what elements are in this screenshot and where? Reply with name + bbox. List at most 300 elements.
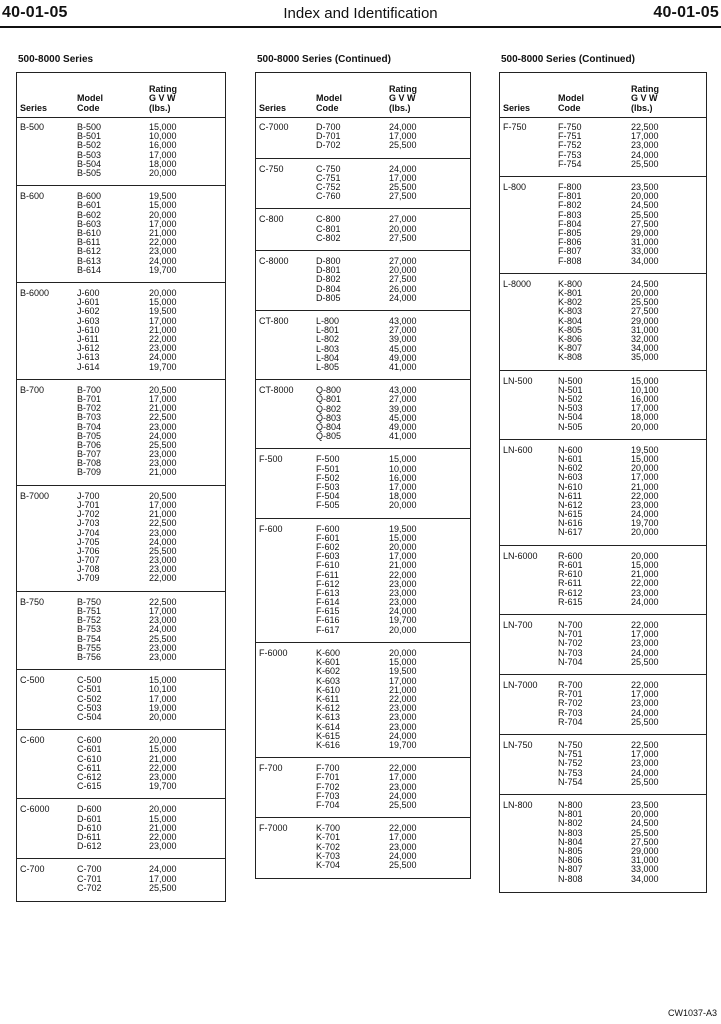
gvw-rating: 15,000 bbox=[149, 813, 177, 824]
gvw-rating: 20,000 bbox=[389, 223, 417, 234]
model-code: J-705 bbox=[77, 536, 100, 547]
model-code: F-603 bbox=[316, 551, 340, 562]
gvw-rating: 15,000 bbox=[631, 453, 659, 464]
rating-list bbox=[149, 123, 177, 178]
gvw-rating: 25,500 bbox=[631, 209, 659, 220]
model-code: B-701 bbox=[77, 393, 102, 404]
rating-list bbox=[149, 192, 177, 275]
gvw-rating: 24,000 bbox=[389, 163, 417, 174]
series-label: C-700 bbox=[20, 864, 45, 875]
model-code: J-612 bbox=[77, 343, 100, 354]
gvw-rating: 22,000 bbox=[389, 823, 417, 834]
model-code: F-702 bbox=[316, 781, 340, 792]
model-code: C-612 bbox=[77, 771, 102, 782]
model-code: L-802 bbox=[316, 334, 340, 345]
model-code: F-703 bbox=[316, 790, 340, 801]
model-code-list bbox=[316, 123, 341, 151]
model-code: F-704 bbox=[316, 799, 340, 810]
series-group bbox=[256, 643, 470, 758]
gvw-rating: 27,000 bbox=[389, 214, 417, 225]
model-code: C-601 bbox=[77, 744, 102, 755]
gvw-rating: 23,000 bbox=[389, 781, 417, 792]
model-code: B-755 bbox=[77, 642, 102, 653]
gvw-rating: 20,000 bbox=[389, 265, 417, 276]
gvw-rating: 24,000 bbox=[389, 730, 417, 741]
model-code: C-800 bbox=[316, 214, 341, 225]
gvw-rating: 17,000 bbox=[149, 693, 177, 704]
model-code: N-701 bbox=[558, 629, 583, 640]
model-code: J-610 bbox=[77, 324, 100, 335]
gvw-rating: 49,000 bbox=[389, 421, 417, 432]
header-gvw-line: G V W bbox=[389, 93, 416, 103]
model-code: C-802 bbox=[316, 232, 341, 243]
gvw-rating: 10,000 bbox=[149, 131, 177, 142]
gvw-rating: 20,000 bbox=[631, 463, 659, 474]
model-code: K-613 bbox=[316, 712, 341, 723]
gvw-rating: 18,000 bbox=[149, 158, 177, 169]
gvw-rating: 22,000 bbox=[149, 237, 177, 248]
gvw-rating: 20,000 bbox=[149, 288, 177, 298]
gvw-rating: 24,500 bbox=[631, 818, 659, 829]
model-code: B-610 bbox=[77, 227, 102, 238]
gvw-rating: 18,000 bbox=[631, 412, 659, 423]
gvw-rating: 22,500 bbox=[631, 740, 659, 750]
table-header bbox=[17, 73, 225, 118]
gvw-rating: 23,000 bbox=[631, 587, 659, 598]
gvw-rating: 20,000 bbox=[149, 209, 177, 220]
gvw-rating: 27,500 bbox=[389, 191, 417, 202]
series-group bbox=[500, 675, 706, 735]
gvw-rating: 27,500 bbox=[631, 836, 659, 847]
gvw-rating: 20,000 bbox=[389, 624, 417, 635]
model-code: J-602 bbox=[77, 306, 100, 317]
model-code: D-600 bbox=[77, 804, 102, 815]
model-code-list bbox=[77, 598, 101, 662]
gvw-rating: 23,000 bbox=[631, 499, 659, 510]
gvw-rating: 20,000 bbox=[631, 191, 659, 202]
gvw-rating: 31,000 bbox=[631, 237, 659, 248]
index-table bbox=[499, 72, 707, 893]
model-code: K-803 bbox=[558, 306, 583, 317]
model-code-list bbox=[558, 183, 582, 266]
model-code: B-705 bbox=[77, 430, 102, 441]
model-code: B-702 bbox=[77, 403, 102, 414]
gvw-rating: 17,000 bbox=[631, 689, 659, 700]
model-code: B-601 bbox=[77, 200, 102, 211]
gvw-rating: 19,700 bbox=[149, 781, 177, 792]
gvw-rating: 22,000 bbox=[149, 333, 177, 344]
model-code-list bbox=[316, 257, 341, 303]
model-code: N-502 bbox=[558, 393, 583, 404]
model-code: K-615 bbox=[316, 730, 341, 741]
model-code: B-752 bbox=[77, 615, 102, 626]
model-code: B-603 bbox=[77, 218, 102, 229]
model-code: J-603 bbox=[77, 315, 100, 326]
gvw-rating: 24,000 bbox=[631, 647, 659, 658]
series-group bbox=[500, 274, 706, 371]
model-code: C-503 bbox=[77, 702, 102, 713]
rating-list bbox=[389, 165, 417, 202]
model-code: F-614 bbox=[316, 597, 340, 608]
model-code: K-704 bbox=[316, 859, 341, 870]
model-code-list bbox=[77, 805, 102, 851]
series-label: L-8000 bbox=[503, 278, 532, 289]
page-number-right: 40-01-05 bbox=[653, 4, 719, 21]
model-code: F-601 bbox=[316, 532, 340, 543]
series-group bbox=[256, 519, 470, 643]
gvw-rating: 21,000 bbox=[631, 481, 659, 492]
header-series: Series bbox=[503, 103, 531, 113]
model-code: B-756 bbox=[77, 651, 102, 662]
rating-list bbox=[389, 525, 417, 635]
model-code: B-708 bbox=[77, 458, 102, 469]
gvw-rating: 15,000 bbox=[149, 675, 177, 686]
series-group bbox=[17, 117, 225, 186]
gvw-rating: 17,000 bbox=[389, 772, 417, 783]
model-code: Q-800 bbox=[316, 385, 342, 396]
model-code: F-602 bbox=[316, 541, 340, 552]
model-code: N-501 bbox=[558, 384, 583, 395]
gvw-rating: 34,000 bbox=[631, 873, 659, 884]
series-label: B-600 bbox=[20, 191, 45, 202]
index-table bbox=[16, 72, 226, 902]
gvw-rating: 25,500 bbox=[149, 633, 177, 644]
gvw-rating: 21,000 bbox=[149, 324, 177, 335]
model-code: B-613 bbox=[77, 255, 102, 266]
gvw-rating: 24,000 bbox=[631, 596, 659, 607]
model-code: N-616 bbox=[558, 518, 583, 529]
model-code: F-701 bbox=[316, 772, 340, 783]
figure-id: CW1037-A3 bbox=[667, 1008, 717, 1018]
gvw-rating: 19,500 bbox=[149, 191, 177, 202]
gvw-rating: 16,000 bbox=[149, 140, 177, 151]
model-code: J-611 bbox=[77, 333, 99, 344]
model-code: N-804 bbox=[558, 836, 583, 847]
gvw-rating: 20,000 bbox=[631, 421, 659, 432]
model-code-list bbox=[77, 736, 102, 791]
model-code: F-752 bbox=[558, 140, 582, 151]
rating-list bbox=[631, 446, 659, 538]
header-rating-line: Rating bbox=[389, 83, 417, 94]
model-code-list bbox=[558, 280, 582, 363]
rating-list bbox=[389, 215, 417, 243]
gvw-rating: 20,000 bbox=[631, 809, 659, 820]
model-code: N-753 bbox=[558, 767, 583, 778]
model-code: N-702 bbox=[558, 638, 583, 649]
gvw-rating: 25,500 bbox=[149, 545, 177, 556]
page-title: Index and Identification bbox=[283, 5, 438, 22]
model-code: F-751 bbox=[558, 131, 582, 142]
model-code: N-700 bbox=[558, 620, 583, 630]
model-code: F-613 bbox=[316, 587, 340, 598]
model-code: Q-802 bbox=[316, 403, 342, 414]
model-code: F-754 bbox=[558, 158, 582, 169]
series-group bbox=[17, 799, 225, 859]
series-group bbox=[500, 117, 706, 177]
gvw-rating: 24,000 bbox=[149, 430, 177, 441]
model-code: F-500 bbox=[316, 454, 340, 465]
model-code: N-602 bbox=[558, 463, 583, 474]
gvw-rating: 20,000 bbox=[631, 527, 659, 538]
series-label: F-6000 bbox=[259, 648, 288, 658]
gvw-rating: 21,000 bbox=[149, 753, 177, 764]
model-code: B-754 bbox=[77, 633, 102, 644]
header-rule bbox=[0, 26, 721, 28]
gvw-rating: 10,000 bbox=[389, 463, 417, 474]
gvw-rating: 31,000 bbox=[631, 855, 659, 866]
gvw-rating: 23,000 bbox=[389, 703, 417, 714]
gvw-rating: 25,500 bbox=[631, 776, 659, 787]
series-label: B-7000 bbox=[20, 490, 50, 501]
model-code: F-750 bbox=[558, 122, 582, 132]
series-group bbox=[17, 380, 225, 486]
model-code: R-601 bbox=[558, 559, 583, 570]
model-code: B-504 bbox=[77, 158, 102, 169]
gvw-rating: 29,000 bbox=[631, 845, 659, 856]
gvw-rating: 23,000 bbox=[149, 458, 177, 469]
table-header bbox=[500, 73, 706, 118]
header-code-line: Code bbox=[316, 103, 339, 113]
header-gvw-line: G V W bbox=[149, 93, 176, 103]
header-lbs-line: (lbs.) bbox=[149, 102, 171, 113]
gvw-rating: 23,000 bbox=[389, 712, 417, 723]
gvw-rating: 23,000 bbox=[149, 841, 177, 852]
gvw-rating: 27,000 bbox=[389, 256, 417, 266]
model-code: F-753 bbox=[558, 149, 582, 160]
gvw-rating: 25,500 bbox=[631, 656, 659, 667]
model-code-list bbox=[316, 525, 340, 635]
model-code: F-503 bbox=[316, 481, 340, 492]
series-group bbox=[256, 209, 470, 251]
model-code: C-751 bbox=[316, 172, 341, 183]
gvw-rating: 24,000 bbox=[631, 509, 659, 520]
model-code-list bbox=[77, 492, 100, 584]
gvw-rating: 27,500 bbox=[389, 274, 417, 285]
series-group bbox=[17, 592, 225, 670]
model-code-list bbox=[558, 552, 583, 607]
rating-list bbox=[631, 621, 659, 667]
model-code-list bbox=[77, 676, 102, 722]
gvw-rating: 15,000 bbox=[389, 454, 417, 465]
model-code-list bbox=[77, 192, 101, 275]
gvw-rating: 15,000 bbox=[149, 744, 177, 755]
gvw-rating: 20,500 bbox=[149, 490, 177, 501]
model-code: D-801 bbox=[316, 265, 341, 276]
gvw-rating: 25,500 bbox=[389, 140, 417, 151]
model-code: R-612 bbox=[558, 587, 583, 598]
gvw-rating: 25,500 bbox=[631, 827, 659, 838]
model-code: B-505 bbox=[77, 167, 102, 178]
model-code: J-706 bbox=[77, 545, 100, 556]
gvw-rating: 24,000 bbox=[631, 707, 659, 718]
gvw-rating: 20,000 bbox=[149, 167, 177, 178]
model-code: B-707 bbox=[77, 449, 102, 460]
gvw-rating: 27,000 bbox=[389, 394, 417, 405]
rating-list bbox=[631, 377, 659, 432]
series-label: C-6000 bbox=[20, 804, 50, 815]
model-code: D-805 bbox=[316, 292, 341, 303]
model-code: R-702 bbox=[558, 698, 583, 709]
model-code: B-611 bbox=[77, 237, 101, 248]
gvw-rating: 20,000 bbox=[631, 550, 659, 561]
gvw-rating: 25,500 bbox=[389, 799, 417, 810]
gvw-rating: 23,000 bbox=[149, 421, 177, 432]
gvw-rating: 26,000 bbox=[389, 283, 417, 294]
gvw-rating: 23,000 bbox=[149, 246, 177, 257]
model-code: N-600 bbox=[558, 444, 583, 455]
index-table bbox=[255, 72, 471, 879]
series-group bbox=[17, 859, 225, 901]
series-label: LN-800 bbox=[503, 800, 533, 810]
rating-list bbox=[389, 649, 417, 750]
gvw-rating: 19,500 bbox=[389, 666, 417, 677]
gvw-rating: 23,000 bbox=[149, 615, 177, 626]
gvw-rating: 25,500 bbox=[631, 297, 659, 308]
model-code-list bbox=[316, 649, 340, 750]
model-code: N-802 bbox=[558, 818, 583, 829]
model-code-list bbox=[316, 824, 340, 870]
model-code: F-615 bbox=[316, 606, 340, 617]
gvw-rating: 21,000 bbox=[389, 684, 417, 695]
gvw-rating: 16,000 bbox=[631, 393, 659, 404]
gvw-rating: 22,500 bbox=[631, 122, 659, 132]
gvw-rating: 22,000 bbox=[149, 573, 177, 584]
gvw-rating: 19,500 bbox=[149, 306, 177, 317]
gvw-rating: 23,000 bbox=[149, 771, 177, 782]
model-code: J-702 bbox=[77, 509, 100, 520]
model-code: B-706 bbox=[77, 439, 102, 450]
rating-list bbox=[631, 280, 659, 363]
model-code: B-709 bbox=[77, 467, 102, 478]
gvw-rating: 17,000 bbox=[389, 481, 417, 492]
model-code: C-700 bbox=[77, 864, 102, 875]
gvw-rating: 21,000 bbox=[149, 227, 177, 238]
gvw-rating: 35,000 bbox=[631, 352, 659, 363]
series-label: C-7000 bbox=[259, 122, 289, 132]
model-code: D-702 bbox=[316, 140, 341, 151]
model-code: F-802 bbox=[558, 200, 582, 211]
header-lbs-line: (lbs.) bbox=[631, 102, 653, 113]
model-code: F-610 bbox=[316, 560, 340, 571]
series-group bbox=[500, 615, 706, 675]
model-code: B-503 bbox=[77, 149, 102, 160]
gvw-rating: 17,000 bbox=[631, 749, 659, 760]
gvw-rating: 27,000 bbox=[389, 325, 417, 336]
series-label: LN-600 bbox=[503, 444, 533, 455]
gvw-rating: 19,700 bbox=[149, 264, 177, 275]
series-group bbox=[256, 380, 470, 449]
model-code: K-700 bbox=[316, 823, 341, 834]
gvw-rating: 24,000 bbox=[389, 292, 417, 303]
gvw-rating: 23,000 bbox=[631, 638, 659, 649]
rating-list bbox=[149, 289, 177, 372]
rating-list bbox=[149, 865, 177, 893]
gvw-rating: 23,000 bbox=[389, 721, 417, 732]
model-code: F-505 bbox=[316, 500, 340, 511]
gvw-rating: 24,000 bbox=[631, 767, 659, 778]
model-code: F-502 bbox=[316, 472, 340, 483]
gvw-rating: 20,000 bbox=[389, 648, 417, 658]
gvw-rating: 43,000 bbox=[389, 316, 417, 326]
model-code: C-501 bbox=[77, 684, 102, 695]
model-code-list bbox=[316, 317, 339, 372]
gvw-rating: 23,000 bbox=[149, 564, 177, 575]
header-rating-line: Rating bbox=[149, 83, 177, 94]
header-model-line: Model bbox=[316, 93, 342, 103]
rating-list bbox=[389, 386, 417, 441]
gvw-rating: 17,000 bbox=[389, 675, 417, 686]
series-label: LN-700 bbox=[503, 620, 533, 630]
gvw-rating: 17,000 bbox=[631, 131, 659, 142]
series-label: LN-7000 bbox=[503, 680, 538, 690]
model-code: F-805 bbox=[558, 227, 582, 238]
model-code: F-804 bbox=[558, 218, 582, 229]
model-code: K-611 bbox=[316, 693, 340, 704]
model-code: N-752 bbox=[558, 758, 583, 769]
model-code: J-703 bbox=[77, 518, 100, 529]
gvw-rating: 25,500 bbox=[631, 716, 659, 727]
model-code: C-600 bbox=[77, 735, 102, 746]
gvw-rating: 19,700 bbox=[631, 518, 659, 529]
model-code: K-807 bbox=[558, 343, 583, 354]
model-code: J-707 bbox=[77, 555, 100, 566]
gvw-rating: 17,000 bbox=[631, 403, 659, 414]
model-code-list bbox=[558, 621, 583, 667]
gvw-rating: 18,000 bbox=[389, 491, 417, 502]
model-code: K-701 bbox=[316, 832, 341, 843]
rating-list bbox=[631, 123, 659, 169]
model-code: C-701 bbox=[77, 873, 102, 884]
gvw-rating: 23,000 bbox=[389, 841, 417, 852]
gvw-rating: 19,500 bbox=[631, 444, 659, 455]
model-code: D-800 bbox=[316, 256, 341, 266]
model-code: B-500 bbox=[77, 122, 102, 132]
gvw-rating: 17,000 bbox=[389, 832, 417, 843]
gvw-rating: 19,000 bbox=[149, 702, 177, 713]
gvw-rating: 20,500 bbox=[149, 384, 177, 395]
model-code: N-703 bbox=[558, 647, 583, 658]
gvw-rating: 17,000 bbox=[149, 605, 177, 616]
gvw-rating: 29,000 bbox=[631, 315, 659, 326]
gvw-rating: 17,000 bbox=[631, 629, 659, 640]
model-code: L-801 bbox=[316, 325, 340, 336]
gvw-rating: 45,000 bbox=[389, 412, 417, 423]
gvw-rating: 24,000 bbox=[149, 255, 177, 266]
model-code: C-760 bbox=[316, 191, 341, 202]
gvw-rating: 23,000 bbox=[631, 140, 659, 151]
gvw-rating: 45,000 bbox=[389, 343, 417, 354]
model-code: N-803 bbox=[558, 827, 583, 838]
model-code: D-611 bbox=[77, 831, 101, 842]
gvw-rating: 22,000 bbox=[389, 763, 417, 774]
series-group bbox=[17, 486, 225, 592]
rating-list bbox=[389, 764, 417, 810]
model-code: K-614 bbox=[316, 721, 341, 732]
model-code: K-602 bbox=[316, 666, 341, 677]
model-code: J-600 bbox=[77, 288, 100, 298]
model-code-list bbox=[558, 123, 582, 169]
model-code: D-802 bbox=[316, 274, 341, 285]
header-code-line: Code bbox=[77, 103, 100, 113]
header-code-line: Code bbox=[558, 103, 581, 113]
model-code: C-504 bbox=[77, 711, 102, 722]
gvw-rating: 25,500 bbox=[149, 439, 177, 450]
model-code-list bbox=[316, 215, 341, 243]
gvw-rating: 29,000 bbox=[631, 227, 659, 238]
rating-list bbox=[389, 824, 417, 870]
model-code: F-803 bbox=[558, 209, 582, 220]
model-code: K-802 bbox=[558, 297, 583, 308]
